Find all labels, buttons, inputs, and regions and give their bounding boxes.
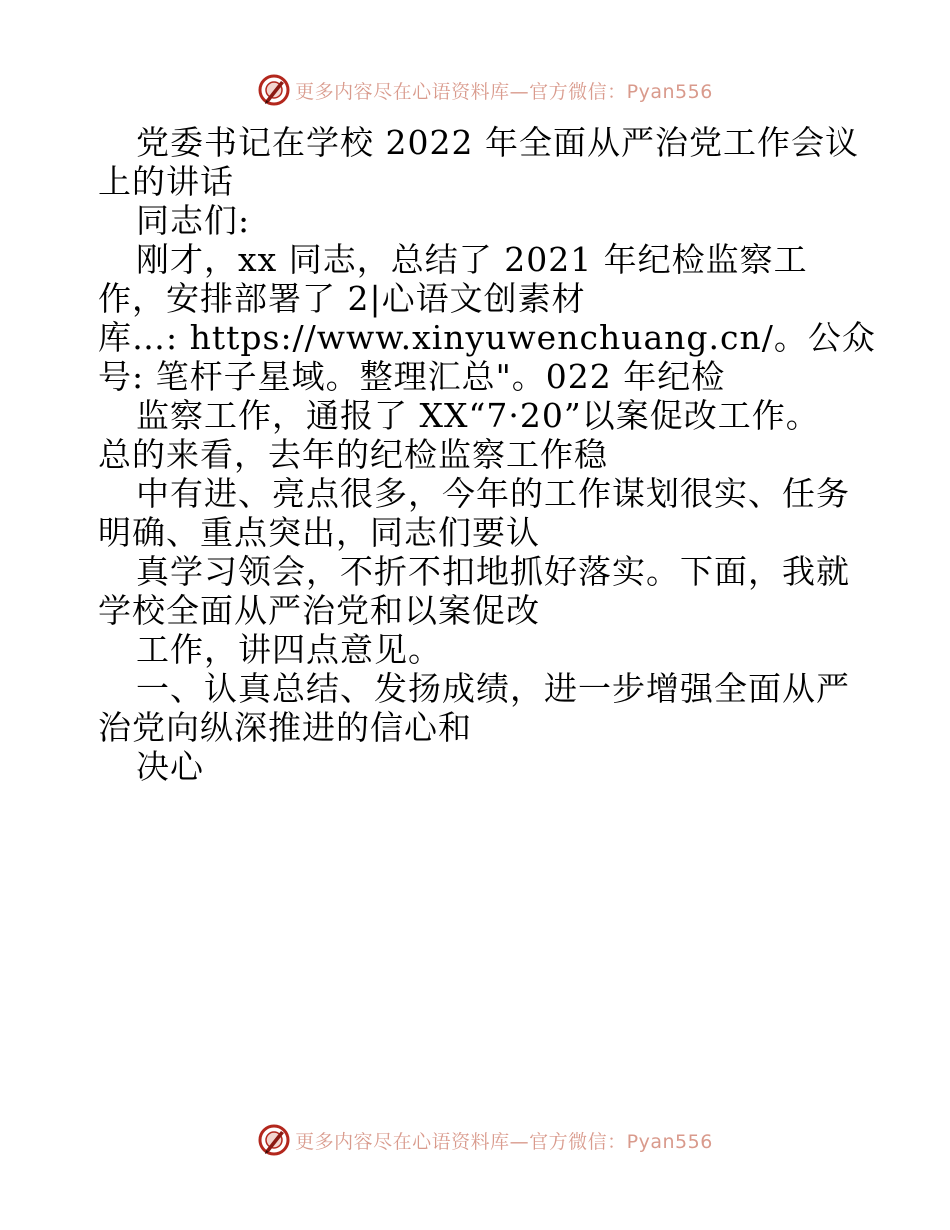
- pen-seal-icon: [257, 73, 291, 107]
- text-line: 工作，讲四点意见。: [136, 630, 442, 669]
- text-line: 总的来看，去年的纪检监察工作稳: [98, 435, 608, 474]
- text-line: 号: 笔杆子星域。整理汇总"。022 年纪检: [98, 357, 726, 396]
- text-line-salutation: 同志们:: [136, 201, 251, 240]
- banner-text: 更多内容尽在心语资料库—官方微信：Pyan556: [295, 80, 713, 103]
- text-line: 刚才，xx 同志，总结了 2021 年纪检监察工: [136, 240, 808, 279]
- text-line-heading-1-cont: 治党向纵深推进的信心和: [98, 708, 472, 747]
- text-line-heading-1: 一、认真总结、发扬成绩，进一步增强全面从严: [136, 669, 850, 708]
- text-line: 明确、重点突出，同志们要认: [98, 513, 540, 552]
- banner-text: 更多内容尽在心语资料库—官方微信：Pyan556: [295, 1130, 713, 1153]
- banner-content: [257, 1123, 713, 1157]
- text-line: 真学习领会，不折不扣地抓好落实。下面，我就: [136, 552, 850, 591]
- footer-watermark-banner: [0, 1120, 950, 1160]
- text-line-title-1: 党委书记在学校 2022 年全面从严治党工作会议: [136, 123, 859, 162]
- header-watermark-banner: [0, 70, 950, 110]
- text-line: 学校全面从严治党和以案促改: [98, 591, 540, 630]
- text-line-heading-1-end: 决心: [136, 747, 204, 786]
- banner-content: [257, 73, 713, 107]
- document-body: [98, 123, 876, 786]
- text-line-title-2: 上的讲话: [98, 162, 234, 201]
- pen-seal-icon: [257, 1123, 291, 1157]
- text-line: 中有进、亮点很多，今年的工作谋划很实、任务: [136, 474, 850, 513]
- text-line-url: 库…: https://www.xinyuwenchuang.cn/。公众: [98, 318, 876, 357]
- text-line: 作，安排部署了 2|心语文创素材: [98, 279, 586, 318]
- text-line: 监察工作，通报了 XX“7·20”以案促改工作。: [136, 396, 820, 435]
